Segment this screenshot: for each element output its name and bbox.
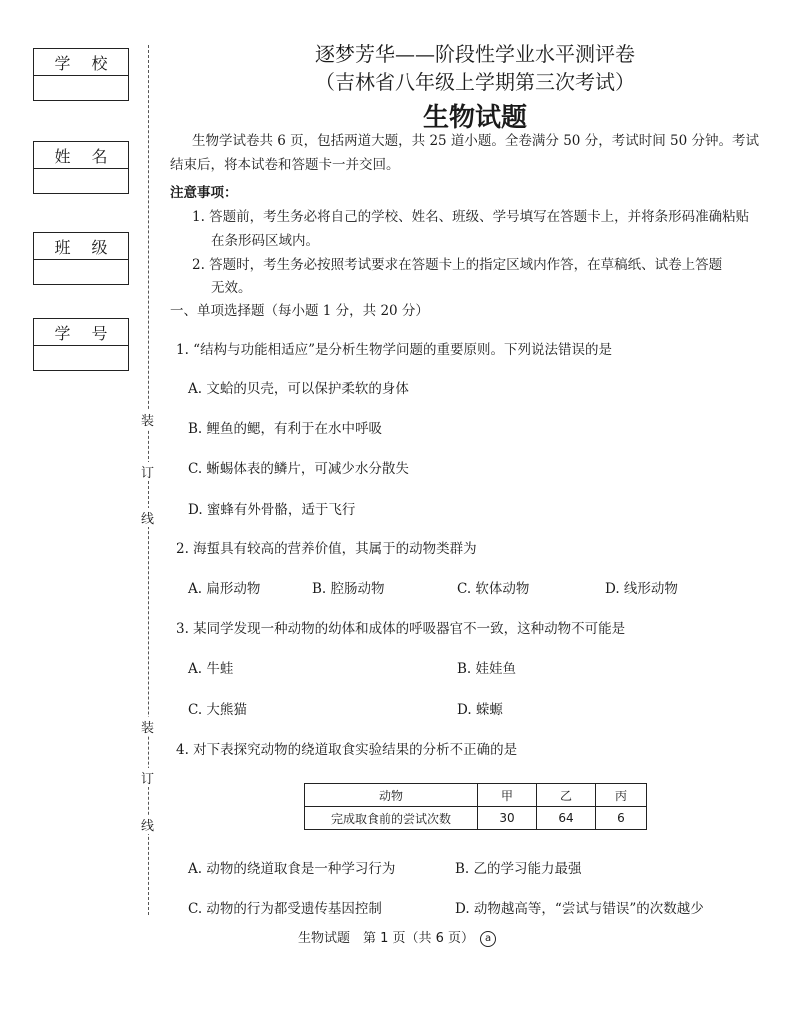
- note-1-line-2: 在条形码区域内。: [211, 233, 319, 249]
- question-1-option-b: B. 鲤鱼的鳃，有利于在水中呼吸: [188, 421, 383, 437]
- question-2-option-c: C. 软体动物: [457, 581, 530, 597]
- series-title: 逐梦芳华——阶段性学业水平测评卷: [315, 42, 635, 66]
- school-blank: [34, 76, 128, 100]
- question-4-option-c: C. 动物的行为都受遗传基因控制: [188, 901, 382, 917]
- binding-char: 线: [141, 508, 154, 527]
- question-4-option-b: B. 乙的学习能力最强: [455, 861, 582, 877]
- question-1-stem: 1. “结构与功能相适应”是分析生物学问题的重要原则。下列说法错误的是: [176, 342, 612, 358]
- table-header-row: [305, 784, 647, 807]
- table-header-cell: 丙: [596, 784, 647, 807]
- question-3-option-d: D. 蝾螈: [457, 702, 503, 718]
- question-2-option-b: B. 腔肠动物: [312, 581, 385, 597]
- binding-char: 线: [141, 815, 154, 834]
- student-id-field-box: [33, 318, 129, 371]
- class-label-a: 班: [54, 237, 71, 257]
- class-label-b: 级: [91, 237, 108, 257]
- question-2-option-d: D. 线形动物: [605, 581, 678, 597]
- question-3-stem: 3. 某同学发现一种动物的幼体和成体的呼吸器官不一致，这种动物不可能是: [176, 621, 626, 637]
- school-field-box: [33, 48, 129, 101]
- question-2-option-a: A. 扁形动物: [188, 581, 261, 597]
- name-label-a: 姓: [54, 146, 71, 166]
- foraging-data-table: [304, 783, 647, 830]
- note-2-line-2: 无效。: [211, 280, 252, 296]
- binding-char: 装: [141, 410, 154, 429]
- table-cell: 完成取食前的尝试次数: [305, 807, 478, 830]
- table-header-cell: 动物: [305, 784, 478, 807]
- page-footer: [0, 927, 794, 947]
- intro-line-2: 结束后，将本试卷和答题卡一并交回。: [170, 157, 400, 173]
- note-1-line-1: 1. 答题前，考生务必将自己的学校、姓名、班级、学号填写在答题卡上，并将条形码准确粘贴: [192, 209, 750, 225]
- question-4-stem: 4. 对下表探究动物的绕道取食实验结果的分析不正确的是: [176, 742, 518, 758]
- student-id-blank: [34, 346, 128, 370]
- table-header-cell: 甲: [478, 784, 537, 807]
- school-label-b: 校: [91, 53, 108, 73]
- table-cell: 30: [478, 807, 537, 830]
- question-3-option-a: A. 牛蛙: [188, 661, 234, 677]
- table-cell: 64: [537, 807, 596, 830]
- question-2-stem: 2. 海蜇具有较高的营养价值，其属于的动物类群为: [176, 541, 477, 557]
- binding-char: 订: [141, 768, 154, 787]
- name-blank: [34, 169, 128, 193]
- exam-subtitle: （吉林省八年级上学期第三次考试）: [315, 70, 635, 94]
- section-heading: 一、单项选择题（每小题 1 分，共 20 分）: [170, 303, 429, 319]
- name-label-b: 名: [91, 146, 108, 166]
- note-2-line-1: 2. 答题时，考生务必按照考试要求在答题卡上的指定区域内作答，在草稿纸、试卷上答题: [192, 257, 723, 273]
- student-id-label-a: 学: [54, 323, 71, 343]
- question-4-option-a: A. 动物的绕道取食是一种学习行为: [188, 861, 396, 877]
- class-field-box: [33, 232, 129, 285]
- question-3-option-c: C. 大熊猫: [188, 702, 247, 718]
- table-cell: 6: [596, 807, 647, 830]
- name-field-box: [33, 141, 129, 194]
- notes-heading: 注意事项：: [170, 185, 238, 201]
- intro-line-1: 生物学试卷共 6 页，包括两道大题，共 25 道小题。全卷满分 50 分，考试时间 50 分钟。考试: [192, 133, 759, 149]
- table-row: [305, 807, 647, 830]
- question-1-option-c: C. 蜥蜴体表的鳞片，可减少水分散失: [188, 461, 409, 477]
- footer-text: 生物试题 第 1 页（共 6 页）: [297, 931, 475, 946]
- table-header-cell: 乙: [537, 784, 596, 807]
- question-4-option-d: D. 动物越高等，“尝试与错误”的次数越少: [455, 901, 704, 917]
- school-label-a: 学: [54, 53, 71, 73]
- binding-char: 装: [141, 717, 154, 736]
- question-3-option-b: B. 娃娃鱼: [457, 661, 517, 677]
- question-1-option-d: D. 蜜蜂有外骨骼，适于飞行: [188, 502, 356, 518]
- class-blank: [34, 260, 128, 284]
- page-title: 生物试题: [422, 103, 527, 133]
- student-id-label-b: 号: [91, 323, 108, 343]
- question-1-option-a: A. 文蛤的贝壳，可以保护柔软的身体: [188, 381, 409, 397]
- binding-char: 订: [141, 462, 154, 481]
- paper-version-mark: a: [480, 931, 496, 947]
